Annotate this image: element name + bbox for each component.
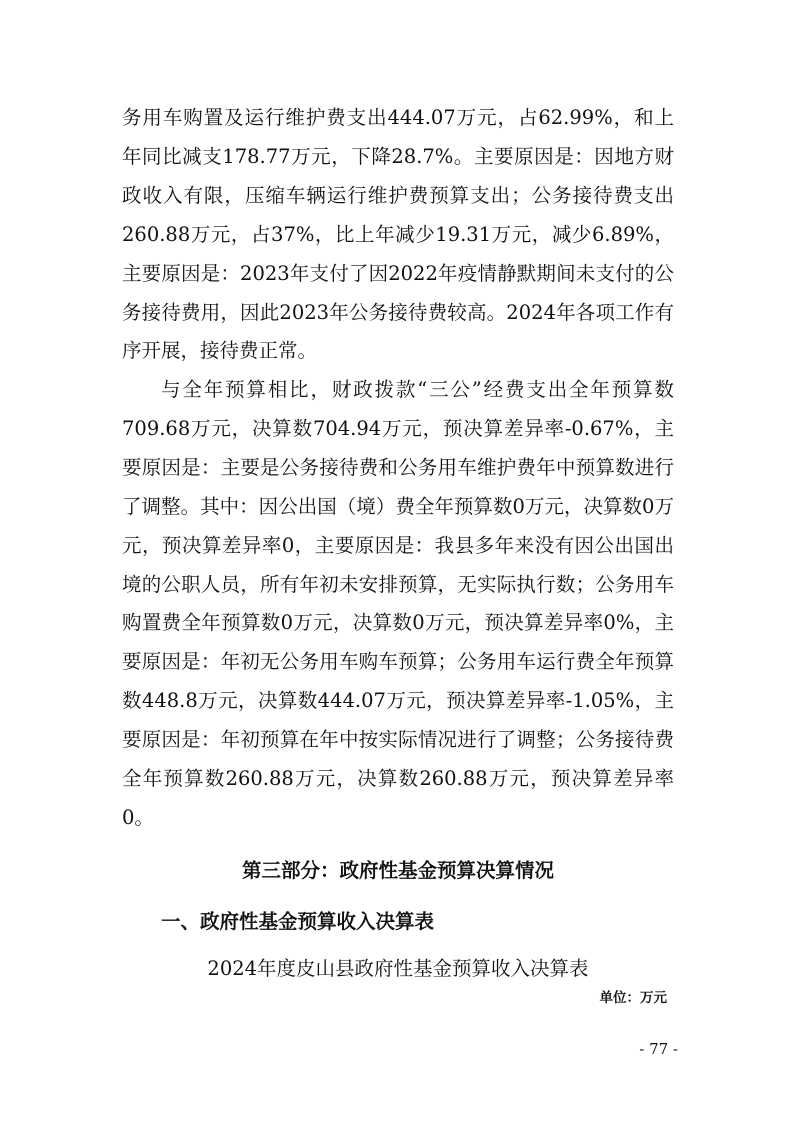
body-paragraph-2: 与全年预算相比，财政拨款“三公”经费支出全年预算数709.68万元，决算数704.94万元，预决算差异率-0.67%，主要原因是：主要是公务接待费和公务用车维护费年中预算数进行了调整。其中：因公出国（境）费全年预算数0万元，决算数0万元，预决算差异率0，主要原因是：我县多年来没有因公出国出境的公职人员，所有年初未安排预算，无实际执行数；公务用车购置费全年预算数0万元，决算数0万元，预决算差异率0%，主要原因是：年初无公务用车购车预算；公务用车运行费全年预算数448.8万元，决算数444.07万元，预决算差异率-1.05%，主要原因是：年初预算在年中按实际情况进行了调整；公务接待费全年预算数260.88万元，决算数260.88万元，预决算差异率0。 [122,378,674,829]
body-paragraph-1: 务用车购置及运行维护费支出444.07万元，占62.99%，和上年同比减支178.77万元，下降28.7%。主要原因是：因地方财政收入有限，压缩车辆运行维护费预算支出；公务接待费支出260.88万元，占37%，比上年减少19.31万元，减少6.89%，主要原因是：2023年支付了因2022年疫情静默期间未支付的公务接待费用，因此2023年公务接待费较高。2024年各项工作有序开展，接待费正常。 [122,106,674,363]
unit-label: 单位：万元 [599,990,667,1006]
subsection-title: 一、政府性基金预算收入决算表 [161,910,435,933]
table-title: 2024年度皮山县政府性基金预算收入决算表 [207,957,589,980]
section-title: 第三部分：政府性基金预算决算情况 [241,859,554,882]
page-number: - 77 - [639,1040,678,1058]
